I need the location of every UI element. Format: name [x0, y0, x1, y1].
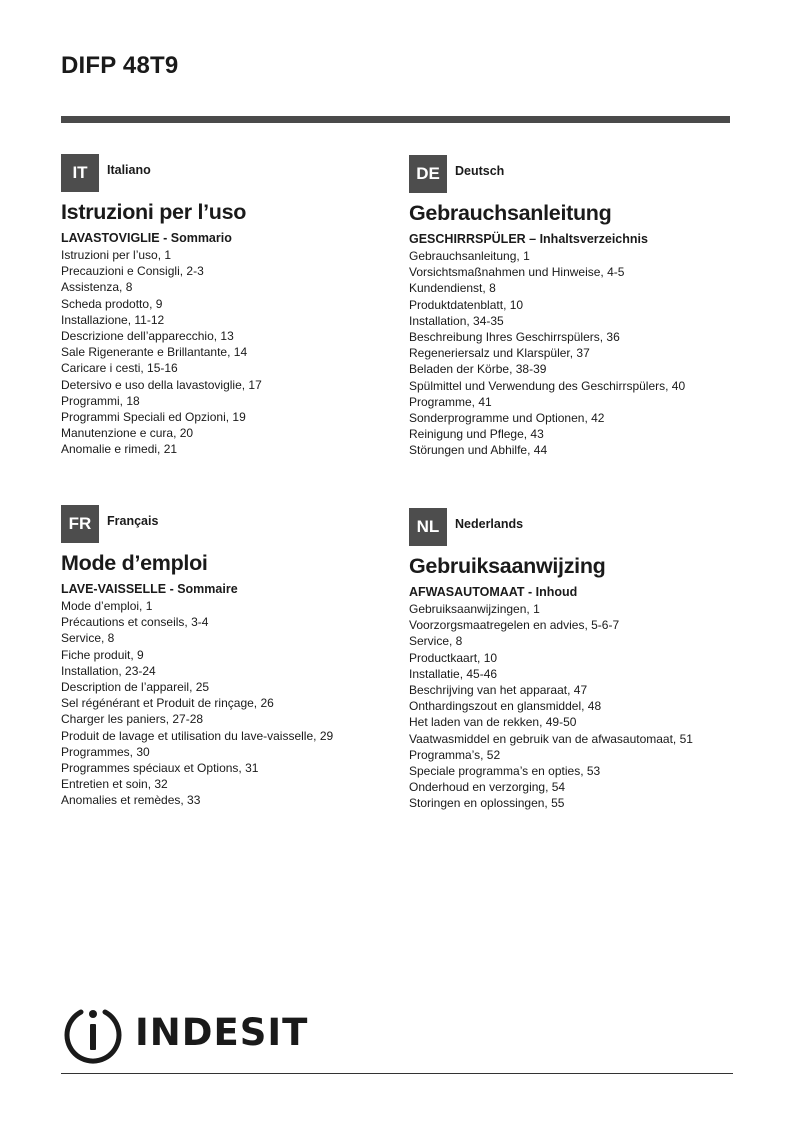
- language-name: Français: [107, 514, 159, 528]
- toc-item: Sel régénérant et Produit de rinçage, 26: [61, 696, 274, 711]
- section-francais: [61, 505, 421, 809]
- language-header: [61, 505, 421, 543]
- toc-item: Service, 8: [61, 631, 115, 646]
- section-subtitle: AFWASAUTOMAAT - Inhoud: [409, 585, 578, 599]
- toc-item: Detersivo e uso della lavastoviglie, 17: [61, 377, 262, 392]
- toc-item: Description de l’appareil, 25: [61, 680, 210, 695]
- toc-item: Précautions et conseils, 3-4: [61, 615, 209, 630]
- section-title: Mode d’emploi: [61, 551, 208, 575]
- section-subtitle: LAVASTOVIGLIE - Sommario: [61, 231, 232, 245]
- toc-item: Kundendienst, 8: [409, 281, 496, 296]
- section-title: Gebrauchsanleitung: [409, 201, 612, 225]
- toc-item: Anomalie e rimedi, 21: [61, 442, 178, 457]
- toc-item: Produit de lavage et utilisation du lave-vaisselle, 29: [61, 728, 334, 743]
- toc-item: Speciale programma’s en opties, 53: [409, 764, 601, 779]
- section-nederlands: [409, 508, 769, 812]
- toc-item: Beladen der Körbe, 38-39: [409, 362, 547, 377]
- section-title: Istruzioni per l’uso: [61, 200, 247, 224]
- footer-divider: [61, 1073, 733, 1074]
- toc-item: Beschreibung Ihres Geschirrspülers, 36: [409, 330, 620, 345]
- toc-item: Istruzioni per l’uso, 1: [61, 248, 172, 262]
- section-subtitle: GESCHIRRSPÜLER – Inhaltsverzeichnis: [409, 232, 648, 246]
- language-header: [61, 154, 421, 192]
- toc-item: Het laden van de rekken, 49-50: [409, 715, 577, 730]
- toc-item: Gebruiksaanwijzingen, 1: [409, 602, 540, 616]
- toc-item: Charger les paniers, 27-28: [61, 712, 204, 727]
- toc-item: Service, 8: [409, 634, 463, 649]
- toc-item: Installazione, 11-12: [61, 312, 165, 327]
- toc-item: Entretien et soin, 32: [61, 777, 168, 792]
- language-name: Nederlands: [455, 517, 524, 531]
- toc-item: Voorzorgsmaatregelen en advies, 5-6-7: [409, 618, 620, 633]
- toc-item: Manutenzione e cura, 20: [61, 426, 194, 441]
- language-code-badge: FR: [61, 505, 99, 543]
- toc-item: Precauzioni e Consigli, 2-3: [61, 264, 204, 279]
- toc-item: Descrizione dell’apparecchio, 13: [61, 329, 234, 344]
- toc-item: Programma’s, 52: [409, 747, 501, 762]
- toc-item: Onderhoud en verzorging, 54: [409, 780, 566, 795]
- toc-item: Onthardingszout en glansmiddel, 48: [409, 699, 602, 714]
- section-italiano: [61, 154, 421, 458]
- section-title: Gebruiksaanwijzing: [409, 554, 606, 578]
- toc-item: Assistenza, 8: [61, 280, 133, 295]
- toc-item: Programmes, 30: [61, 744, 150, 759]
- header-divider: [61, 116, 730, 123]
- language-header: [409, 508, 769, 546]
- section-deutsch: [409, 155, 769, 459]
- toc-item: Vorsichtsmaßnahmen und Hinweise, 4-5: [409, 265, 625, 280]
- toc-item: Vaatwasmiddel en gebruik van de afwasautomaat, 51: [409, 731, 693, 746]
- toc-item: Produktdatenblatt, 10: [409, 297, 524, 312]
- toc-item: Installatie, 45-46: [409, 666, 498, 681]
- toc-item: Störungen und Abhilfe, 44: [409, 443, 548, 458]
- toc-item: Sonderprogramme und Optionen, 42: [409, 411, 605, 426]
- toc-item: Fiche produit, 9: [61, 647, 144, 662]
- table-of-contents: [61, 247, 421, 458]
- toc-item: Installation, 34-35: [409, 313, 504, 328]
- toc-item: Installation, 23-24: [61, 663, 156, 678]
- language-code-badge: DE: [409, 155, 447, 193]
- brand-name: INDESIT: [135, 1010, 309, 1054]
- toc-item: Reinigung und Pflege, 43: [409, 427, 544, 442]
- toc-item: Productkaart, 10: [409, 650, 498, 665]
- toc-item: Programmi, 18: [61, 393, 140, 408]
- toc-item: Storingen en oplossingen, 55: [409, 796, 565, 811]
- table-of-contents: [61, 598, 421, 809]
- indesit-power-logo-icon: [61, 1000, 125, 1064]
- toc-item: Programmi Speciali ed Opzioni, 19: [61, 410, 246, 425]
- language-code-badge: IT: [61, 154, 99, 192]
- toc-item: Programme, 41: [409, 394, 492, 409]
- toc-item: Spülmittel und Verwendung des Geschirrspülers, 40: [409, 378, 686, 393]
- toc-item: Gebrauchsanleitung, 1: [409, 249, 530, 263]
- toc-item: Beschrijving van het apparaat, 47: [409, 683, 588, 698]
- section-subtitle: LAVE-VAISSELLE - Sommaire: [61, 582, 238, 596]
- toc-item: Regeneriersalz und Klarspüler, 37: [409, 346, 590, 361]
- language-code-badge: NL: [409, 508, 447, 546]
- language-header: [409, 155, 769, 193]
- toc-item: Sale Rigenerante e Brillantante, 14: [61, 345, 248, 360]
- table-of-contents: [409, 601, 769, 812]
- toc-item: Mode d’emploi, 1: [61, 599, 153, 613]
- toc-item: Scheda prodotto, 9: [61, 296, 163, 311]
- table-of-contents: [409, 248, 769, 459]
- language-name: Deutsch: [455, 164, 505, 178]
- toc-item: Anomalies et remèdes, 33: [61, 793, 201, 808]
- toc-item: Caricare i cesti, 15-16: [61, 361, 178, 376]
- language-name: Italiano: [107, 163, 151, 177]
- model-title: DIFP 48T9: [61, 52, 179, 79]
- indesit-logo: [61, 1000, 308, 1064]
- toc-item: Programmes spéciaux et Options, 31: [61, 761, 259, 776]
